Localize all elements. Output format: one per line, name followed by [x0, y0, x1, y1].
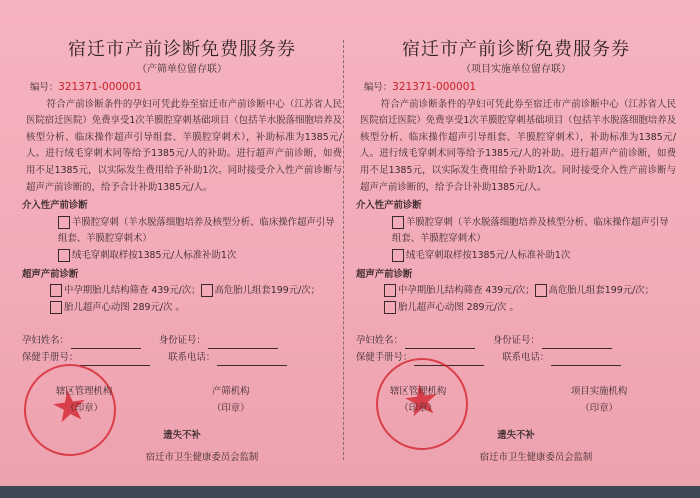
section-invasive: 介入性产前诊断 — [356, 200, 422, 212]
checkbox[interactable] — [58, 216, 70, 229]
id-field[interactable] — [542, 337, 612, 349]
checkbox[interactable] — [201, 284, 213, 297]
district-org — [56, 384, 112, 417]
option-amniocentesis[interactable] — [22, 215, 342, 248]
checkbox[interactable] — [392, 249, 404, 262]
patient-fields — [22, 332, 342, 366]
serial-value: 321371-000001 — [392, 81, 477, 93]
option-echo[interactable] — [22, 300, 342, 317]
option-label: 胎儿超声心动图 289元/次 。 — [398, 301, 519, 313]
coupon-title: 宿迁市产前诊断免费服务券 — [402, 39, 630, 60]
serial-number — [364, 79, 676, 97]
id-label: 身份证号： — [492, 334, 540, 346]
name-field[interactable] — [405, 337, 475, 349]
option-label: 绒毛穿刺取样按1385元/人标准补助1次 — [406, 249, 571, 261]
phone-label: 联系电话： — [168, 351, 216, 363]
org-label: 辖区管理机构 — [56, 386, 113, 398]
option-label: 中孕期胎儿结构筛查 439元/次； — [64, 285, 201, 297]
supervisor: 宿迁市卫生健康委员会监制 — [145, 452, 259, 464]
serial-number — [30, 79, 342, 97]
phone-label: 联系电话： — [502, 351, 550, 363]
serial-label: 编号： — [30, 82, 59, 93]
name-field[interactable] — [71, 337, 141, 349]
seal-label: （印章） — [580, 402, 618, 414]
handbook-label: 保健手册号： — [356, 351, 413, 363]
option-label: 胎儿超声心动图 289元/次 。 — [64, 301, 185, 313]
checkbox[interactable] — [50, 284, 62, 297]
section-ultrasound: 超声产前诊断 — [22, 268, 79, 280]
option-echo[interactable] — [356, 300, 676, 317]
section-invasive: 介入性产前诊断 — [22, 200, 88, 212]
checkbox[interactable] — [50, 301, 62, 314]
seal-label: （印章） — [399, 402, 437, 414]
lost-notice: 遗失不补 — [497, 430, 535, 442]
checkbox[interactable] — [384, 284, 396, 297]
supervisor: 宿迁市卫生健康委员会监制 — [479, 452, 593, 464]
seal-label: （印章） — [65, 402, 103, 414]
option-amniocentesis[interactable] — [356, 215, 676, 248]
option-label: 高危胎儿组套199元/次； — [548, 285, 654, 297]
coupon-title: 宿迁市产前诊断免费服务券 — [68, 39, 296, 60]
option-label: 高危胎儿组套199元/次； — [214, 285, 320, 297]
org-label: 产筛机构 — [212, 386, 250, 398]
option-chorionic[interactable] — [22, 248, 342, 265]
id-field[interactable] — [208, 337, 278, 349]
option-label: 绒毛穿刺取样按1385元/人标准补助1次 — [72, 249, 237, 261]
option-label: 中孕期胎儿结构筛查 439元/次； — [398, 285, 535, 297]
option-label: 羊膜腔穿刺（羊水脱落细胞培养及核型分析、临床操作超声引导组套、羊膜腔穿刺术） — [392, 216, 669, 245]
checkbox[interactable] — [58, 249, 70, 262]
option-row — [356, 283, 676, 300]
name-label: 孕妇姓名： — [356, 334, 403, 346]
checkbox[interactable] — [392, 216, 404, 229]
district-org — [390, 384, 446, 417]
org-label: 辖区管理机构 — [390, 386, 447, 398]
id-label: 身份证号： — [158, 334, 206, 346]
phone-field[interactable] — [551, 354, 621, 366]
seal-label: （印章） — [212, 402, 250, 414]
coupon-subtitle: （产筛单位留存联） — [137, 64, 227, 75]
section-ultrasound: 超声产前诊断 — [356, 268, 413, 280]
serial-value: 321371-000001 — [58, 81, 143, 93]
serial-label: 编号： — [364, 82, 393, 93]
option-chorionic[interactable] — [356, 248, 676, 265]
name-label: 孕妇姓名： — [22, 334, 69, 346]
option-label: 羊膜腔穿刺（羊水脱落细胞培养及核型分析、临床操作超声引导组套、羊膜腔穿刺术） — [58, 216, 335, 245]
coupon-subtitle: （项目实施单位留存联） — [461, 64, 571, 75]
screening-org — [212, 384, 250, 417]
phone-field[interactable] — [217, 354, 287, 366]
terms-paragraph: 符合产前诊断条件的孕妇可凭此券至宿迁市产前诊断中心（江苏省人民医院宿迁医院）免费享受1次羊膜腔穿刺基础项目（包括羊水脱落细胞培养及核型分析、临床操作超声引导组套、羊膜腔穿刺术），补助标准为1385元/人。进行绒毛穿刺术同等给予1385元/人的补助。进行超声产前诊断，如费用不足1385元，以实际发生费用给予补助1次。同时接受介入性产前诊断与超声产前诊断的，给予合计补助1385元/人。 — [360, 98, 676, 193]
perforation-divider — [343, 40, 344, 460]
signature-area — [356, 374, 676, 474]
lost-notice: 遗失不补 — [163, 430, 201, 442]
terms-paragraph: 符合产前诊断条件的孕妇可凭此券至宿迁市产前诊断中心（江苏省人民医院宿迁医院）免费享受1次羊膜腔穿刺基础项目（包括羊水脱落细胞培养及核型分析、临床操作超声引导组套、羊膜腔穿刺术），补助标准为1385元/人。进行绒毛穿刺术同等给予1385元/人的补助。进行超声产前诊断，如费用不足1385元，以实际发生费用给予补助1次。同时接受介入性产前诊断与超声产前诊断的，给予合计补助1385元/人。 — [26, 98, 342, 193]
table-surface — [0, 486, 700, 498]
handbook-field[interactable] — [80, 354, 150, 366]
checkbox[interactable] — [384, 301, 396, 314]
coupon-right — [356, 38, 676, 474]
implementing-org — [571, 384, 627, 417]
option-row — [22, 283, 342, 300]
handbook-label: 保健手册号： — [22, 351, 79, 363]
signature-area — [22, 374, 342, 474]
coupon-left — [22, 38, 342, 474]
org-label: 项目实施机构 — [571, 386, 628, 398]
checkbox[interactable] — [535, 284, 547, 297]
